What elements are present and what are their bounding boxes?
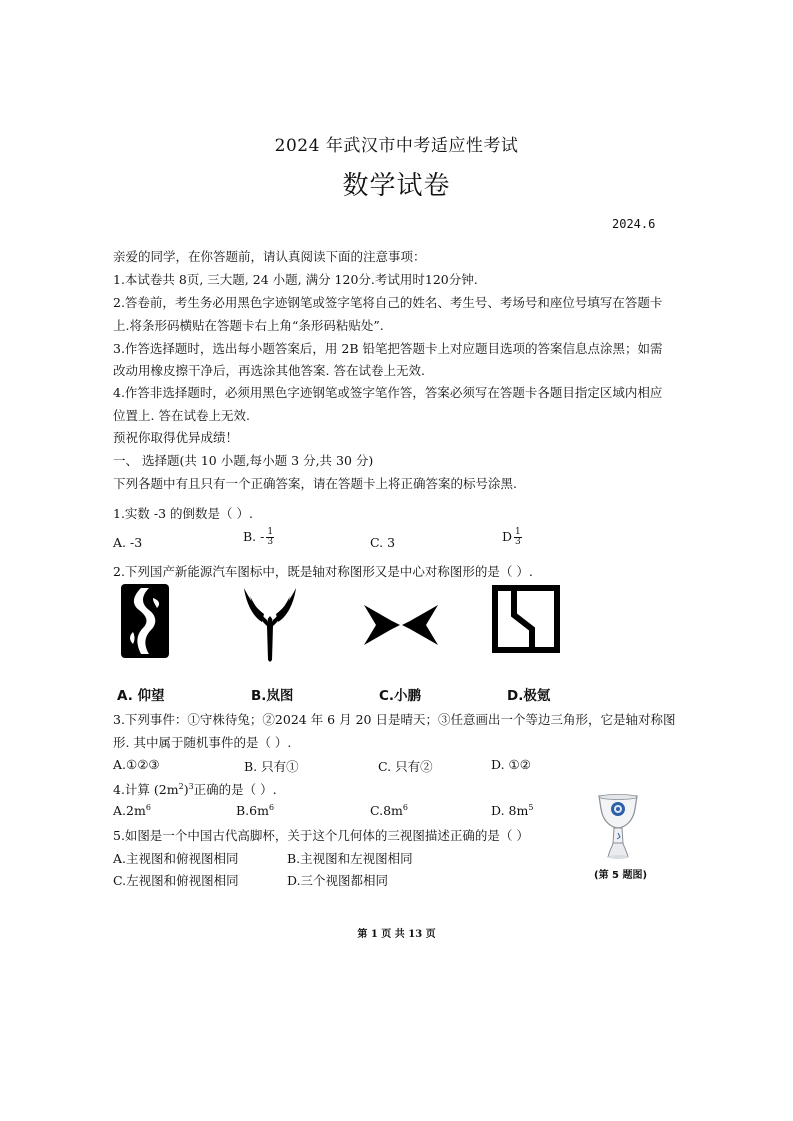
q1-option-a: A. -3 xyxy=(113,535,143,550)
xpeng-logo-icon xyxy=(362,603,440,647)
q4-option-d-exponent: 5 xyxy=(528,803,534,812)
q1-option-d xyxy=(502,528,522,547)
q5-option-b: B.主视图和左视图相同 xyxy=(287,851,413,866)
q2-stem: 2.下列国产新能源汽车图标中，既是轴对称图形又是中心对称图形的是（ ）. xyxy=(113,564,533,579)
q5-figure-caption: (第 5 题图) xyxy=(594,870,648,881)
q3-option-c: C. 只有② xyxy=(378,759,433,774)
q4-stem xyxy=(113,780,277,798)
q1-d-denominator: 3 xyxy=(515,537,521,547)
q4-option-d xyxy=(491,803,533,818)
q4-option-a-exponent: 6 xyxy=(145,803,151,812)
q4-option-c xyxy=(370,803,408,818)
q1-d-numerator: 1 xyxy=(515,527,521,537)
q3-stem-line1: 3.下列事件：①守株待兔；②2024 年 6 月 20 日是晴天；③任意画出一个等边三角形，它是轴对称图 xyxy=(113,712,676,727)
section-instruction: 下列各题中有且只有一个正确答案，请在答题卡上将正确答案的标号涂黑. xyxy=(113,476,517,491)
q4-option-c-exponent: 6 xyxy=(402,803,408,812)
q5-option-a: A.主视图和俯视图相同 xyxy=(113,851,239,866)
q4-option-a xyxy=(113,803,151,818)
wish-text: 预祝你取得优异成绩！ xyxy=(113,430,239,445)
exam-date: 2024.6 xyxy=(612,217,656,231)
q3-option-d: D. ①② xyxy=(491,757,531,772)
q5-option-d: D.三个视图都相同 xyxy=(287,873,389,888)
yangwang-logo-icon xyxy=(119,582,171,660)
q4-stem-exponent-outer: 3 xyxy=(188,782,194,791)
q3-option-b: B. 只有① xyxy=(244,759,299,774)
q3-stem-line2: 形. 其中属于随机事件的是（ ）. xyxy=(113,735,292,750)
section-heading: 一、 选择题(共 10 小题,每小题 3 分,共 30 分) xyxy=(113,453,374,468)
page-footer: 第 1 页 共 13 页 xyxy=(357,929,436,940)
q2-caption-a: A. 仰望 xyxy=(117,688,165,704)
q2-caption-b: B.岚图 xyxy=(251,688,294,704)
q4-option-a-text: A.2m xyxy=(113,803,146,818)
q1-option-d-fraction xyxy=(514,528,522,547)
note-1: 1.本试卷共 8页, 三大题, 24 小题, 满分 120分.考试用时120分钟. xyxy=(113,272,478,287)
q2-caption-c: C.小鹏 xyxy=(379,688,422,704)
q4-stem-close: ) xyxy=(183,782,189,797)
exam-title: 2024 年武汉市中考适应性考试 xyxy=(274,136,519,156)
voyah-logo-icon xyxy=(240,586,300,662)
goblet-figure-icon xyxy=(596,793,640,861)
q3-option-a: A.①②③ xyxy=(113,757,160,772)
exam-subtitle: 数学试卷 xyxy=(342,171,451,201)
q4-option-b-text: B.6m xyxy=(236,803,269,818)
q4-option-d-text: D. 8m xyxy=(491,803,529,818)
q4-option-b xyxy=(236,803,274,818)
q1-option-b-fraction xyxy=(266,528,274,547)
q4-stem-prefix: 4.计算 (2m xyxy=(113,782,179,797)
q2-caption-d: D.极氪 xyxy=(507,688,551,704)
q5-stem: 5.如图是一个中国古代高脚杯，关于这个几何体的三视图描述正确的是（ ） xyxy=(113,828,529,843)
note-3b: 改动用橡皮擦干净后，再选涂其他答案. 答在试卷上无效. xyxy=(113,363,425,378)
zeekr-logo-icon xyxy=(492,585,560,653)
note-4b: 位置上. 答在试卷上无效. xyxy=(113,408,250,423)
q1-b-denominator: 3 xyxy=(267,537,274,547)
note-3a: 3.作答选择题时，选出每小题答案后，用 2B 铅笔把答题卡上对应题目选项的答案信息点涂黑；如需 xyxy=(113,341,663,356)
q1-b-numerator: 1 xyxy=(267,527,274,537)
q1-stem: 1.实数 -3 的倒数是（ ）. xyxy=(113,506,253,521)
q4-stem-exponent-inner: 2 xyxy=(178,782,184,791)
q4-option-c-text: C.8m xyxy=(370,803,403,818)
q1-option-b xyxy=(243,528,274,547)
q1-option-c: C. 3 xyxy=(370,535,396,550)
note-2b: 上.将条形码横贴在答题卡右上角“条形码粘贴处”. xyxy=(113,318,384,333)
q5-option-c: C.左视图和俯视图相同 xyxy=(113,873,239,888)
note-2a: 2.答卷前，考生务必用黑色字迹钢笔或签字笔将自己的姓名、考生号、考场号和座位号填写在答题卡 xyxy=(113,295,663,310)
q1-option-b-prefix: B. - xyxy=(243,529,265,544)
q1-option-d-prefix: D xyxy=(502,529,513,544)
note-4a: 4.作答非选择题时，必须用黑色字迹钢笔或签字笔作答，答案必须写在答题卡各题目指定区域内相应 xyxy=(113,385,663,400)
q4-stem-suffix: 正确的是（ ）. xyxy=(193,782,277,797)
notes-intro: 亲爱的同学，在你答题前，请认真阅读下面的注意事项： xyxy=(113,249,426,264)
q4-option-b-exponent: 6 xyxy=(268,803,275,812)
